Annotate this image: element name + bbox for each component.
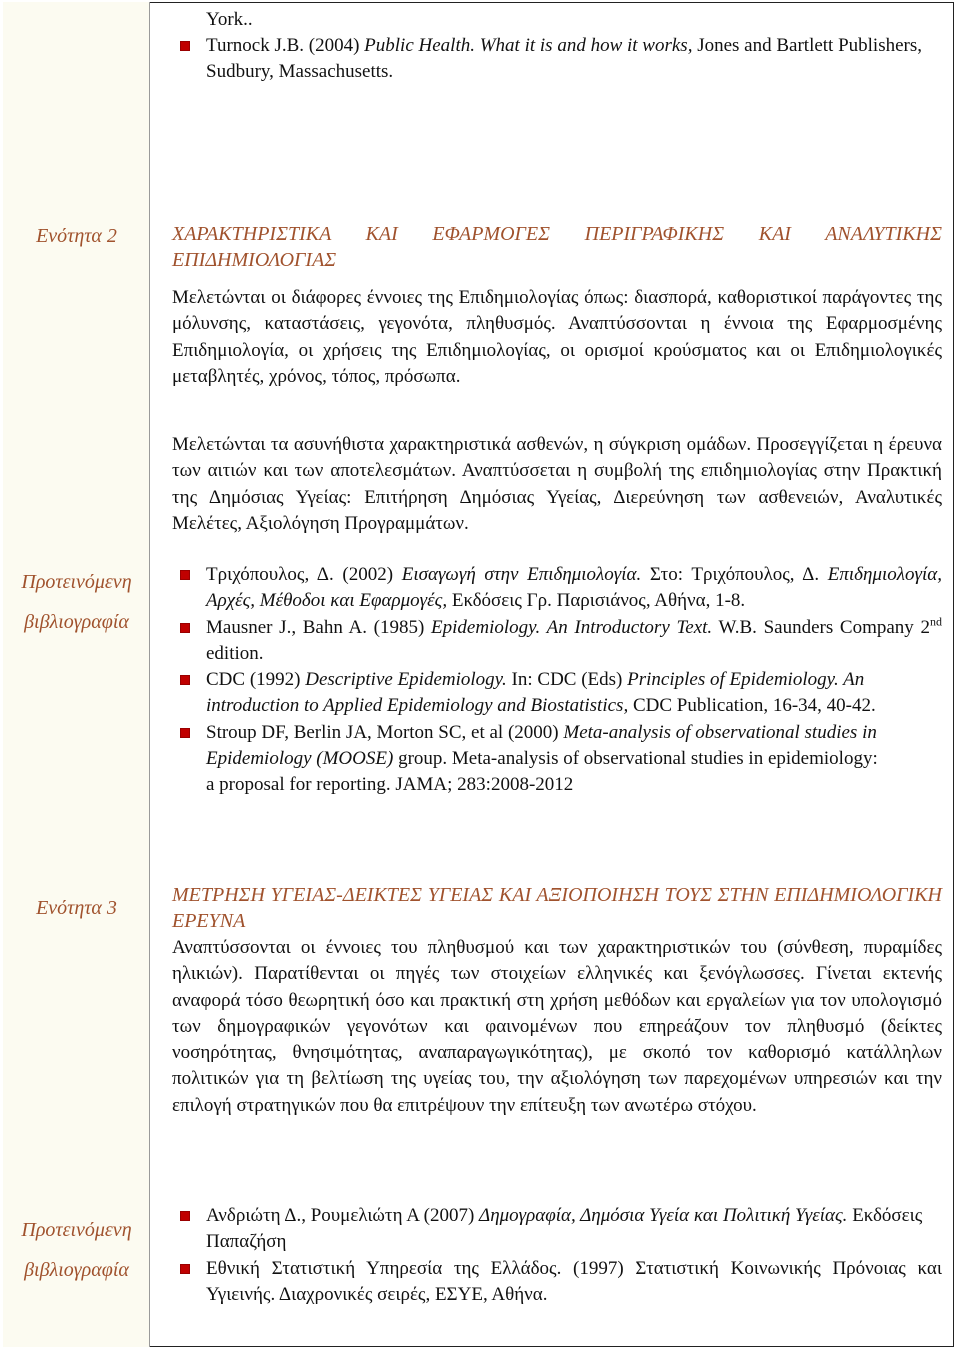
reference-andrioti: Ανδριώτη Δ., Ρουμελιώτη Α (2007) Δημογραφία, Δημόσια Υγεία και Πολιτική Υγείας. Εκδόσεις Παπαζήση <box>178 1203 942 1256</box>
reference-mausner: Mausner J., Bahn A. (1985) Epidemiology. An Introductory Text. W.B. Saunders Company 2nd edition. <box>178 615 942 668</box>
reference-turnock: Turnock J.B. (2004) Public Health. What it is and how it works, Jones and Bartlett Publishers, Sudbury, Massachusetts. <box>178 33 942 86</box>
left-label-column <box>3 2 150 1347</box>
bibliography-list-unit-3 <box>178 1203 942 1308</box>
unit-3-paragraph: Αναπτύσσονται οι έννοιες του πληθυσμού και των χαρακτηριστικών του (σύνθεση, πυραμίδες ηλικιών). Παρατίθενται οι πηγές των στοιχείων ελληνικές και ξενόγλωσσες. Γίνεται εκτενής αναφορά τόσο θεωρητική όσο και πρακτική στη χρήση μεθόδων και εργαλείων για τον υπολογισμό των δημογραφικών γεγονότων και φαινομένων που επηρεάζουν τον πληθυσμό (δείκτες νοσηρότητας, θνησιμότητας, αναπαραγωγικότητας), με σκοπό τον καθορισμό κατάλληλων πολιτικών για τη βελτίωση της υγείας του, την αξιολόγηση των παρεχομένων υπηρεσιών και την επιλογή στρατηγικών που θα επιτρέψουν την επίτευξη των ανωτέρω στόχου. <box>172 937 942 1116</box>
top-reference-list <box>178 33 942 86</box>
unit-2-label: Ενότητα 2 <box>36 225 117 247</box>
unit-2-paragraph-2: Μελετώνται τα ασυνήθιστα χαρακτηριστικά ασθενών, η σύγκριση ομάδων. Προσεγγίζεται η έρευνα των αιτιών και των αποτελεσμάτων. Αναπτύσσεται η συμβολή της επιδημιολογίας στην Πρακτική της Δημόσιας Υγείας: Επιτήρηση Δημόσιας Υγείας, Διερεύνηση των ασθενειών, Αναλυτικές Μελέτες, Αξιολόγηση Προγραμμάτων. <box>172 434 942 534</box>
reference-cdc: CDC (1992) Descriptive Epidemiology. In: CDC (Eds) Principles of Epidemiology. An introduction to Applied Epidemiology and Biostatistics, CDC Publication, 16-34, 40-42. <box>178 667 942 720</box>
unit-2-title: ΧΑΡΑΚΤΗΡΙΣΤΙΚΑ ΚΑΙ ΕΦΑΡΜΟΓΕΣ ΠΕΡΙΓΡΑΦΙΚΗΣ ΚΑΙ ΑΝΑΛΥΤΙΚΗΣ ΕΠΙΔΗΜΙΟΛΟΓΙΑΣ <box>172 223 942 272</box>
bibliography-label-unit-3: Προτεινόμενη βιβλιογραφία <box>21 1219 132 1281</box>
unit-3-title: ΜΕΤΡΗΣΗ ΥΓΕΙΑΣ-ΔΕΙΚΤΕΣ ΥΓΕΙΑΣ ΚΑΙ ΑΞΙΟΠΟΙΗΣΗ ΤΟΥΣ ΣΤΗΝ ΕΠΙΔΗΜΙΟΛΟΓΙΚΗ ΕΡΕΥΝΑ <box>172 884 942 933</box>
unit-2-paragraph-1: Μελετώνται οι διάφορες έννοιες της Επιδημιολογίας όπως: διασπορά, καθοριστικοί παράγοντες της μόλυνσης, καταστάσεις, γεγονότα, πληθυσμός. Αναπτύσσονται η έννοια της Εφαρμοσμένης Επιδημιολογία, οι χρήσεις της Επιδημιολογίας, οι ορισμοί κρούσματος και οι Επιδημιολογικές μεταβλητές, χρόνος, τόπος, πρόσωπα. <box>172 287 942 387</box>
bibliography-label-unit-2: Προτεινόμενη βιβλιογραφία <box>21 571 132 633</box>
reference-trichopoulos: Τριχόπουλος, Δ. (2002) Εισαγωγή στην Επιδημιολογία. Στο: Τριχόπουλος, Δ. Επιδημιολογία, Αρχές, Μέθοδοι και Εφαρμογές, Εκδόσεις Γρ. Παρισιάνος, Αθήνα, 1-8. <box>178 562 942 615</box>
unit-3-label: Ενότητα 3 <box>36 897 117 919</box>
york-continuation: York.. <box>206 9 253 30</box>
bibliography-list-unit-2 <box>178 562 942 799</box>
reference-esye: Εθνική Στατιστική Υπηρεσία της Ελλάδος. (1997) Στατιστική Κοινωνικής Πρόνοιας και Υγιεινής. Διαχρονικές σειρές, ΕΣΥΕ, Αθήνα. <box>178 1256 942 1309</box>
reference-stroup: Stroup DF, Berlin JA, Morton SC, et al (2000) Meta-analysis of observational studies in Epidemiology (MOOSE) group. Meta-analysis of observational studies in epidemiology: a proposal for reporting. JAMA; 283:2008-2012 <box>178 720 942 799</box>
